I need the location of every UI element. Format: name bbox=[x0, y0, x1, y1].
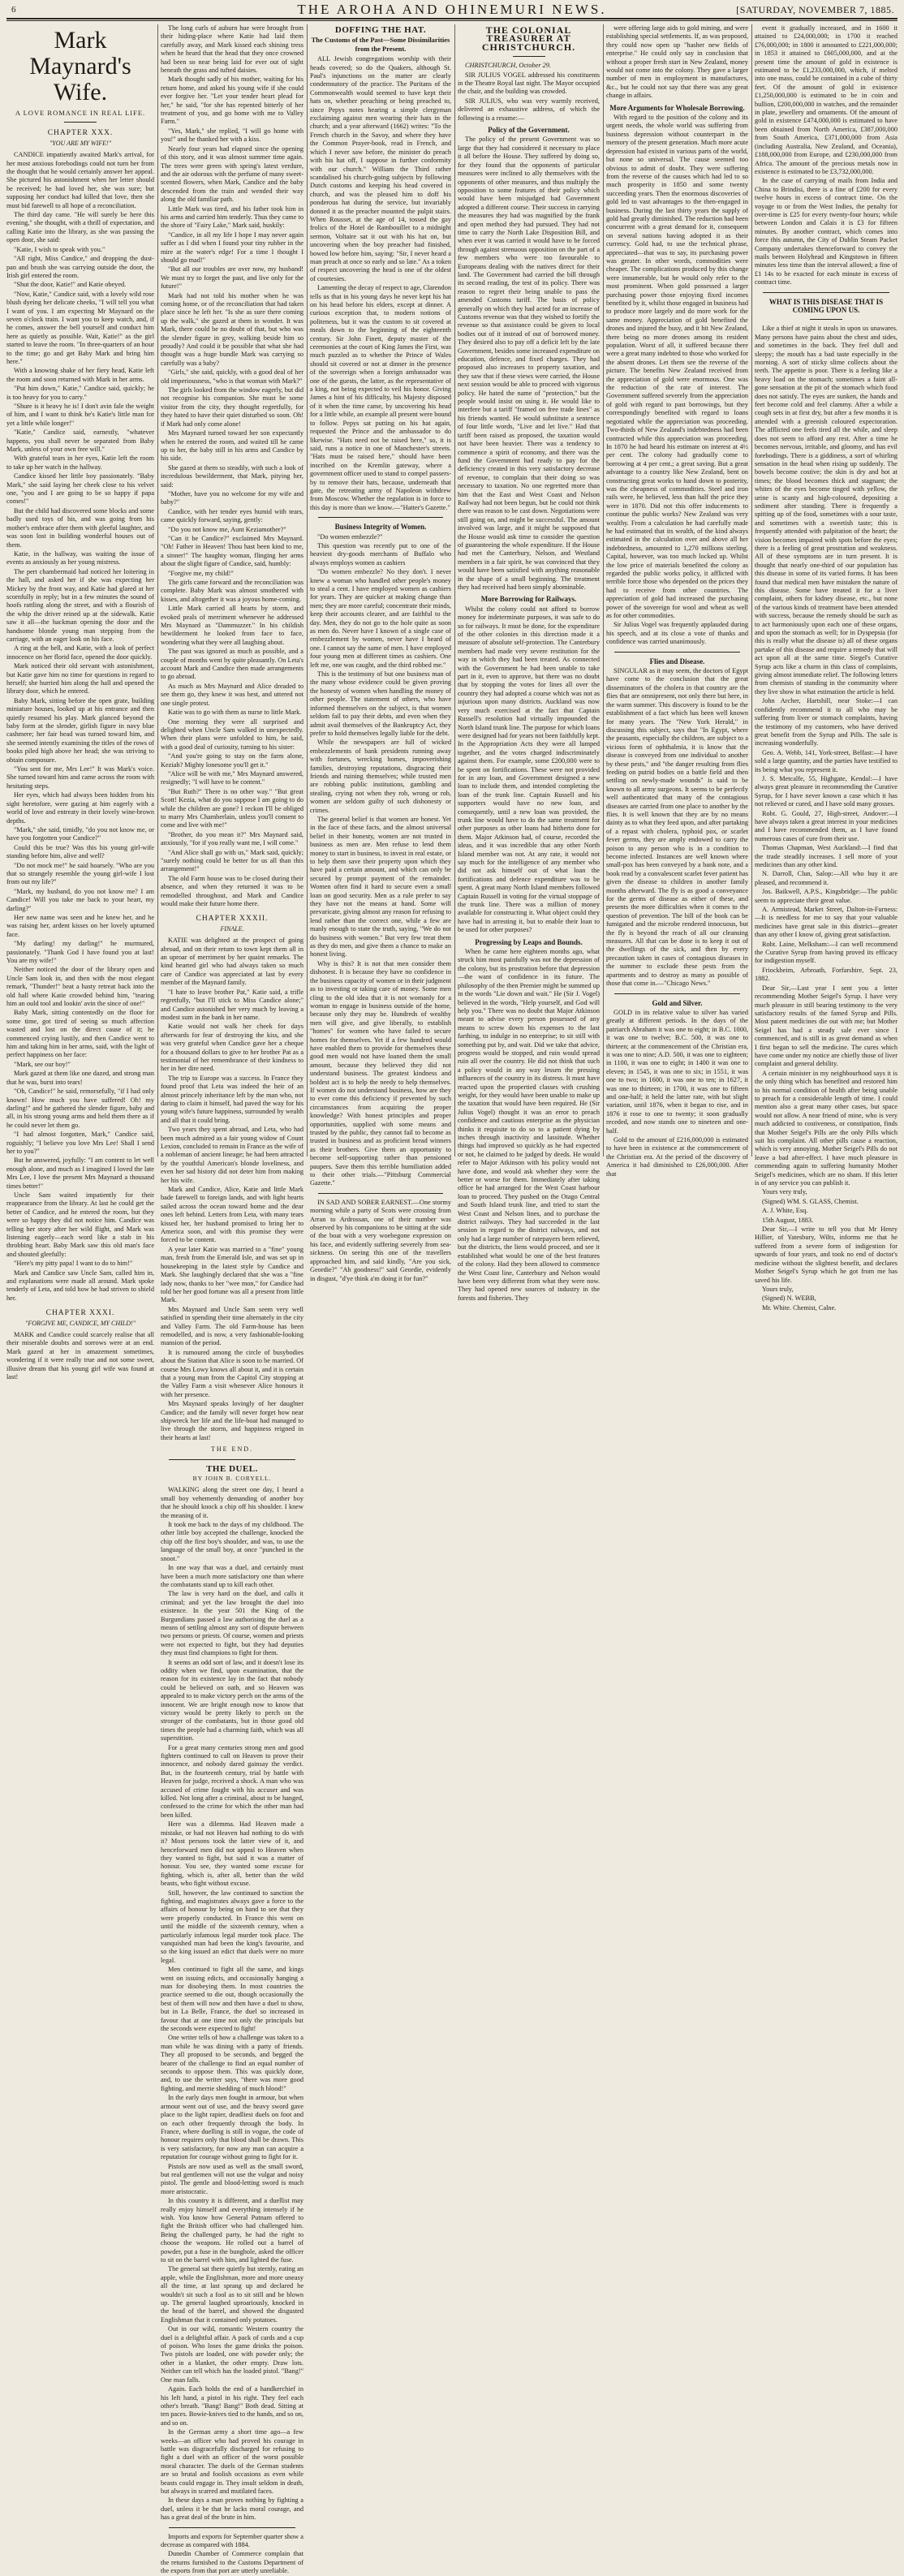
paragraph: "Forgive me, my child!" bbox=[168, 569, 234, 577]
column-2 bbox=[161, 24, 303, 2575]
paragraph: A. J. White, Esq. bbox=[762, 1207, 808, 1215]
paragraph: "Put him down," Katie," Candice said, quickly; he is too heavy for you to carry." bbox=[6, 385, 154, 401]
paragraph: In the German army a short time ago—a few weeks—an officer who had proved his courage in battle was disgracefully discharged for refusing to fight a duel with an officer of the worst possible moral character. The duels of the German students are so brutal and foolish occasions as even while beasts could engage in. They insult seldom in death, but always in scarred and mutilated faces. bbox=[161, 2428, 303, 2495]
paragraph: "Alice will be with me," Mrs Maynard answered, resignedly; "I will have to be content." bbox=[161, 769, 303, 786]
hat-headline: DOFFING THE HAT. bbox=[334, 25, 427, 35]
paragraph: When he came here eighteen months ago, what struck him most painfully was not the depression of the colony, but its prostration before that depression—the want of confidence in its future. The philosophy of the then Premier might be summed up in the words "Lie down and wait." He (Sir J. Vogel) believed in the words, "Help yourself, and God will help you." There was no doubt that Major Atkinson meant to advise every person possessed of any means to screw down his expenses to the last farthing, to indulge in no enterprise; to sit still with something put by, and wait. Did we take that advice, progress would be stopped, and ruin would spread ruin all over the country. He did not think that such a policy would in any way lessen the pressing influences of the country in its distress. It must have reacted upon the propertied classes with crushing weight, for they would have been unable to make up the taxation that would have been required. He (Sir Julius Vogel) thought it was an error to preach confidence and cautious enterprise as the physician thinks it requisite to do so to a patient dying by inches through inactivity and lassitude. Whether things had improved so quickly as he had expected or not, he claimed to be judged by deeds. He would refer to Major Atkinson with his policy would not have done, and would ask whether they were the better or worse for them. Immediately after taking office he had arranged for the West Coast harbour loan to proceed. They pushed on the Otago Central and South Island trunk line, and tried to start the West Coast and Nelson lines, and to purchase the district railways. They had succeeded in the last session in regard to the district railways, and not only had a large number of ratepayers been relieved, but the districts, the liens would proceed, and see it established what would be one of the best features of the colony. Had they been allowed to commence the West Coast line, Canterbury and Nelson would have been very different from what they were now. They had opened new sources of industry in the forests and fisheries. They bbox=[458, 948, 600, 1302]
paragraph: Friockheim, Arbroath, Forfarshire, Sept. 23, 1882. bbox=[755, 966, 898, 983]
treasurer-continued bbox=[606, 24, 748, 101]
chapter-subtitle: FINALE. bbox=[220, 924, 244, 933]
flies-headline: Flies and Disease. bbox=[649, 657, 705, 666]
column-1 bbox=[6, 24, 154, 1381]
paragraph: In this country it is different, and a duellist may really enjoy himself and everything intensely if he wish. You know how General Putnam offered to fight the British officer who had challenged him. Being the challenged party, he had the right to choose the weapons. He rolled out a barrel of powder, put a fuse in the bunghole, asked the officer to sit on the barrel with him, and lighted the fuse. bbox=[161, 2197, 303, 2264]
paragraph: KATIE was delighted at the prospect of going abroad, and on their return to town kept them all in an uproar of merriment by her quaint remarks. The kind hearted girl who had always taken so much care of Candice was appreciated at last by every member of the Maynard family. bbox=[161, 937, 303, 987]
disease-body bbox=[755, 325, 898, 1312]
paragraph: Whilst the colony could not afford to borrow money for indeterminate purposes, it was safe to do so for railways. It must be done, for the expenditure of the other colonies in this direction made it a measure of absolute self-protection. The Canterbury members had made very severe restitution for the way in which they had been treated. As connected with the Government he had been unable to take part in it, even to approve, but there was no doubt that by stopping the votes for lines all over the country they had adopted a course which was not as injurious upon many districts. Auckland was now very much exercised at the fact that Captain Russell's resolution had virtually impounded the North Island trunk line. The purpose for which loans were designed had for years not been faithfully kept. In the Appropriation Acts they were all lumped together, and the votes charged indiscriminately against them. For example, some £200,000 were to be spent on fortifications. These were not provided for in any loan, and Government designed a new loan to include them, and intended completing the loan of the trunk line. Captain Russell and his supporters would have no new loan, and consequently, until a new loan was provided, the trunk line would have to do the same treatment for other purposes as other loans had hitherto done for them. Major Atkinson had, of course, recorded the ideas, and it was incredible that any other North Island member was not. At any rate, it would not say much for the intelligence of any member who did not ask himself out of what loan the fortifications and defence expenditure was to be spent. A great many North Island members followed Captain Russell in voting for the virtual stoppage of the trunk line. There was a million of money available for constructing it. What object could they have had in arresting it, but to enable their loan to be used for other purposes? bbox=[458, 605, 600, 934]
paragraph: "But all our troubles are over now, my husband! We must try to forget the past, and live only for the future!" bbox=[161, 265, 303, 291]
column-3 bbox=[310, 24, 451, 1282]
paragraph: This question was recently put to one of the heaviest dry-goods merchants of Buffalo who always employs women as cashiers bbox=[310, 541, 451, 566]
paragraph: She gazed at them so steadily, with such a look of incredulous bewilderment, that Mark, pitying her, said: bbox=[161, 463, 303, 489]
paragraph: John Archer, Hartshill, near Stoke:—I can confidently recommend it to all who may be suffering from liver or stomach complaints, having the testimony of my customers, who have derived great benefit from the Syrup and Pills. The sale is increasing wonderfully. bbox=[755, 697, 898, 747]
paragraph: (Signed) N. WEBB, bbox=[762, 1294, 816, 1303]
sad-sober-note: IN SAD AND SOBER EARNEST.—One stormy morning while a party of Scots were crossing from Arran to Ardrossan, one of their number was observed by his companions to be sitting at the side of the boat with a very woebegone expression on his face, and evidently suffering severely from sea-sickness. On seeing this one of the travellers approached him, and said kindly, "Are you sick, Geordie?" "Ah goodness!" said Geordie, evidently in disgust, "d'ye think a'm doing it for fun?" bbox=[310, 1198, 451, 1282]
paragraph: Gold to the amount of £216,000,000 is estimated to have been in existence at the commencement of the Christian era. At the period of the discovery of America it had diminished to £26,000,000. After that bbox=[606, 1136, 748, 1178]
story-body bbox=[6, 151, 154, 1303]
speech-close bbox=[606, 621, 748, 646]
paragraph: The general belief is that women are honest. Yet in the face of these facts, and the almost universal belief in their honesty, women are not trusted in business as men are. Men refuse to lend them money to start in business, to invest in real estate, or to help them save their property upon which they have paid a certain amount, and which can only be secured by prompt payment of the remainder. Women often find it hard to secure even a small loan on good security. Men as a rule prefer to say they have not the means at hand. Some will prevaricate, giving almost any reason for refusing to lend rather than the correct one, while a few are manly enough to state the truth, saying, "We do not do business with women." But very few treat them as they do men, and give them a chance to make an honest living. bbox=[310, 815, 451, 958]
chapter-subtitle: "YOU ARE MY WIFE!" bbox=[49, 139, 112, 147]
paragraph: "Now, Katie," Candice said, with a lovely wild rose blush dyeing her delicate cheeks, "I will tell you what I want of you. I am expecting Mr Maynard on the seven o'clock train. I want you to keep watch, and, if he comes, answer the bell yourself and conduct him here as quietly as possible. Wait, Katie!" as the girl started to leave the room. "In three-quarters of an hour to the time; go and get Baby Mark and bring him here." bbox=[6, 290, 154, 365]
imports-note: Imports and exports for September quarter show a decrease as compared with 1884. bbox=[161, 2532, 303, 2548]
page-number: 6 bbox=[11, 5, 16, 15]
paragraph: Sir Julius Vogel was frequently applauded during his speech, and at its close a vote of thanks and confidence was carried unanimously. bbox=[606, 621, 748, 646]
column-4 bbox=[458, 24, 600, 1302]
paragraph: A certain minister in my neighbourhood says it is the only thing which has benefited and restored him to his normal condition of health after being unable to preach for a considerable length of time. I could mention also a great many other cases, but space would not allow. A near friend of mine, who is very much addicted to costiveness, or constipation, finds that Mother Seigel's Pills are the only Pills which suit his complaint. All other pills cause a reaction, which is very annoying. Mother Seigel's Pills do not leave a bad after-effect. I have much pleasure in commending again to suffering humanity Mother Seigel's medicines, which are no sham. If this letter is of any service you can publish it. bbox=[755, 1069, 898, 1187]
column-divider bbox=[751, 24, 752, 1157]
paragraph: Dear Sir,—I write to tell you that Mr Henry Hillier, of Yatesbury, Wilts, informs me that he suffered from a severe form of indigestion for upwards of four years, and took no end of doctor's medicine without the slightest benefit, and declares Mother Seigel's Syrup which he got from me has saved his life. bbox=[755, 1226, 898, 1284]
paragraph: "I hate to leave brother Pat," Katie said, a trifle regretfully, "but I'll stick to Miss Candice alone;" and Candice astonished her very much by leaving a modest sum in the bank in her name. bbox=[161, 988, 303, 1021]
paragraph: Yours truly, bbox=[762, 1285, 794, 1293]
paragraph: In the early days men fought in armour, but when armour went out of use, and the heavy sword gave place to the light rapier, deadliest duels on foot and on each other frequently through the body. In France, where duelling is still in vogue, the code of honour requires only that blood shall be drawn. This is very satisfactory, for now any man can acquire a reputation for courage without going to fight for it. bbox=[161, 2094, 303, 2161]
paragraph: N. Darroll, Clun, Salop:—All who buy it are pleased, and recommend it. bbox=[755, 870, 898, 886]
borrowing-body bbox=[606, 114, 748, 620]
paragraph: The policy of the present Government was so large that they had considered it necessary to place it all before the House. They suffered by doing so, for they found that the opponents of particular measures were inclined to ally themselves with the opponents of other measures, and thus multiply the opposition to some features of their policy which would have been misjudged had Government adopted a different course. Their success in carrying the measures they had was magnified by the frank and open method they had pursued. They had not time to carry the North Lake Disposition Bill, and when ever it was carried it would have to be forced through against strenuous opposition on the part of a few members who were too favourable to Europeans dealing with the natives direct for their land. The Government had carried the bill through its second reading, the test of its policy. There was reason to regret their being unable to pass the amended Customs tariff. The basis of policy generally on which they had acted for an increase of Customs revenue was that they wished to fortify the revenue so that assistance could be given to local bodies out of it instead of out of borrowed money. They desired also to pay off a deficit left by the late Government, besides some increased expenditure on education, defence, and fixed charges. They had proposed also increases to property taxation, and they saw that if these views were carried, the House next session would be able to proceed with vigorous policy. He hated the name of "protection," but the people would insist on using it. He would like to interfere but a tariff "framed on free trade lines" as his friends wanted. He would substitute a sentence of four little words, "Live and let live." Had that tariff been raised as proposed, the taxation would not have been heavier. There was a tendency to commence a spirit of economy, and there was the fund the Government had ready to pay for the deficiency created in this very satisfactory decrease of revenue, to complain that their doing so was necessary to taxation. No one regretted more than him that the East and West Coast and Nelson Railway had not been begun, but he could not think there was reason to be cast down. Negotiations were still going on, and might be successful. The amount involved was large, and it might be supposed that the House would ask time to consider the question of guaranteeing the whole expenditure. If the House had met the Canterbury, Nelson, and Westland members in a fair spirit, he was convinced that they would have been satisfied with anything reasonable in the shape of a small beginning. The treatment they had received had been simply abominable. bbox=[458, 136, 600, 591]
paragraph: It is rumoured among the circle of busybodies about the Station that Alice is soon to be married. Of course Mrs Lowy knows all about it, and it is certain that a young man from the Capitol City stopping at the Valley Farm a visit whenever Alice honours it with her presence. bbox=[161, 1348, 303, 1398]
newspaper-title: THE AROHA AND OHINEMURI NEWS. bbox=[297, 2, 607, 17]
paragraph: For a great many centuries strong men and good fighters continued to call on Heaven to prove their innocence, and nobody dared gainsay the verdict. But, in the fourteenth century, trial by battle with Heaven for judge, received a shock. A man who was accused of crime fought with his accuser and was killed. Not long after a criminal, about to be hanged, confessed to the crime for which the other man had been killed. bbox=[161, 1743, 303, 1819]
paragraph: The old Farm house was to be closed during their absence, and when they returned it was to be remodelled throughout, and Mark and Candice would make their future home there. bbox=[161, 874, 303, 908]
dunedin-note: Dunedin Chamber of Commerce complain that the returns furnished to the Customs Department of the exports from that port are utterly unreliable. bbox=[161, 2550, 303, 2575]
paragraph: The trip to Europe was a success. In France they found proof that Leta was indeed the heir of an almost princely inheritance left by the man who, not daring to claim it himself, had paved the way for his young wife's future happiness, surrounded by wealth and all that it could bring. bbox=[161, 1074, 303, 1124]
gold-headline: Gold and Silver. bbox=[652, 998, 703, 1007]
paragraph: "Do women embezzle?" bbox=[317, 532, 383, 541]
paragraph: One morning they were all surprised and delighted when Uncle Sam walked in unexpectedly. When their plans were unfolded to him, he said, with a good deal of curiosity, turning to his sister: bbox=[161, 717, 303, 751]
paragraph: Her new name was seen and he knew her, and he was raising her, ardent kisses on her lovely upturned face. bbox=[6, 913, 154, 938]
treasurer-intro bbox=[458, 71, 600, 123]
paragraph: Neither noticed the door of the library open and Uncle Sam look in, and then with the most elegant remark, "Thunder!" beat a hasty retreat back into the old hall where Katie crowded behind him, "tearing him an ould tool and lookin' avin the since of one!" bbox=[6, 966, 154, 1008]
paragraph: WALKING along the street one day, I heard a small boy vehemently demanding of another boy that he should knock a chip off his shoulder. I knew the meaning of it. bbox=[161, 1486, 303, 1519]
paragraph: "I had almost forgotten, Mark," Candice said, roguishly; "I believe you love Mrs Lee! Shall I send her to you?" bbox=[6, 1131, 154, 1155]
paragraph: "You sent for me, Mrs Lee!" It was Mark's voice. She turned toward him and came across the room with hesitating steps. bbox=[6, 765, 154, 790]
paragraph: Little Mark carried all hearts by storm, and evoked peals of merriment whenever he addressed Mrs Maynard as "Dammuzzer." In his childish bewilderment he looked from face to face, wondering what they were all laughing about. bbox=[161, 605, 303, 646]
paragraph: Candice kissed her little boy passionately. "Baby Mark," she said laying her cheek close to his velvet one, "you and I are going to be so happy if papa comes!" bbox=[6, 472, 154, 506]
paragraph: "And Alice shall go with us," Mark said, quickly; "surely nothing could be better for us all than this arrangement!" bbox=[161, 848, 303, 873]
paragraph: Mark and Candice, Alice, Katie and little Mark bade farewell to foreign lands, and with light hearts sailed across the ocean toward home and the dear ones left behind. Letters from Leta, with many tears kissed her, her husband promised to bring her to America soon, and with this promise they were forced to be content. bbox=[161, 1186, 303, 1244]
paragraph: Candice, with her tender eyes humid with tears, came quickly forward, saying, gently: bbox=[161, 507, 303, 524]
paragraph: Mark thought sadly of his mother, waiting for his return home, and asked his young wife if she could ever forgive her. "Let your tender heart plead for her," he said, "for she has repented bitterly of her treatment of you, and go home with me to Valley Farm." bbox=[161, 75, 303, 126]
chapter-subtitle: "FORGIVE ME, CANDICE, MY CHILD!" bbox=[24, 1319, 136, 1327]
paragraph: "Do you not know me, Aunt Keziamother?" bbox=[168, 525, 286, 533]
paragraph: Dear Sir,—Last year I sent you a letter recommending Mother Seigel's Syrup. I have very much pleasure in still bearing testimony to the very satisfactory results of the famed Syrup and Pills. Most patent medicines die out with me; but Mother Seigel has had a steady sale ever since I commenced, and is still in as great demand as when I first began to sell the medicine. The cures which have come under my notice are chiefly those of liver complaint and general debility. bbox=[755, 984, 898, 1068]
paragraph: Nearly four years had elapsed since the opening of this story, and it was almost summer time again. The trees were green with spring's latest verdure, and the air odorous with the perfume of many sweet-scented flowers, when Mark, Candice and the baby descended from the train and wended their way along the old familiar path. bbox=[161, 144, 303, 204]
paragraph: Robt. Laine, Melksham:—I can well recommend the Curative Syrup from having proved its efficacy for indigestion myself. bbox=[755, 940, 898, 965]
paragraph: Mr. White. Chemist, Calne. bbox=[762, 1303, 837, 1312]
paragraph: A. Armistead, Market Street, Dalton-in-Furness:—It is needless for me to say that your valuable medicines have great sale in this district—greater than any other I know of, giving great satisfaction. bbox=[755, 906, 898, 939]
paragraph: Mrs Maynard and Uncle Sam seem very well satisfied in spending their time alternately in the city and Valley Farm. The old Farm-house has been remodelled, and is now, a very fashionable-looking mansion of the period. bbox=[161, 1305, 303, 1347]
paragraph: Robt. G. Gould, 27, High-street, Andover:—I have always taken a great interest in your medicines and I have recommended them, as I have found numerous cases of cure from their use. bbox=[755, 809, 898, 842]
column-divider bbox=[454, 24, 455, 1157]
policy-body bbox=[458, 136, 600, 592]
paragraph: With a knowing shake of her fiery head, Katie left the room and soon returned with Mark in her arms. bbox=[6, 367, 154, 383]
paragraph: "Can it be Candice?" exclaimed Mrs Maynard. "Oh! Father in Heaven! Thou hast been kind to me, a sinner!" The haughty woman, flinging her arms about the slight figure of Candice, said, humbly: bbox=[161, 534, 303, 568]
chapter-heading: CHAPTER XXXII. bbox=[196, 915, 269, 924]
gold-body bbox=[606, 1009, 748, 1178]
paragraph: The third day came. "He will surely be here this evening," she thought, with a thrill of expectation, and calling Katie into the library, as she was passing the open door, she said: bbox=[6, 211, 154, 244]
chapter-heading: CHAPTER XXX. bbox=[47, 129, 114, 138]
paragraph: "Mother, have you no welcome for my wife and baby?" bbox=[161, 489, 303, 506]
paragraph: But the child had discovered some blocks and some badly used toys of his, and was going from his mother's embrace after them with gleeful laughter, and was soon lost in building wonderful houses out of them. bbox=[6, 506, 154, 549]
hat-body bbox=[310, 55, 451, 512]
paragraph: Katie would not walk her cheek for days afterwards for fear of destroying the kiss, and she was very grateful when Candice gave her a cheque for a thousand dollars to give to her brother Pat as a testimonial of her remembrance of their kindness to her in her dire need. bbox=[161, 1023, 303, 1073]
paragraph: "Shure is it heavy he is! I don't avin fale the weight of him, and I want to think he's Katie's little man for yet a little while longer!" bbox=[6, 403, 154, 427]
paragraph: As much as Mrs Maynard and Alice dreaded to see them go, they knew it was best, and uttered not one single protest. bbox=[161, 682, 303, 707]
paragraph: Mark had not told his mother when he was coming home, or of the reconciliation that had taken place since he left her. "Is she as sure there coming up the walk," she gazed at them in wonder. It was Mark, there could be no doubt of that, but who was the slender figure in grey, walking beside him so proudly? And could it be possible that what she had thought was a huge bundle Mark was carrying so carefully was a baby? bbox=[161, 291, 303, 367]
paragraph: 15th August, 1883. bbox=[762, 1216, 814, 1224]
paragraph: MARK and Candice could scarcely realise that all their miserable doubts and sorrows were at an end. Mark gazed at her in amazement sometimes, wondering if it were really true and not some sweet, illusive dream that his young girl wife was found at last! bbox=[6, 1331, 154, 1381]
paragraph: The pert chambermaid had noticed her loitering in the hall, and asked her if she was expecting her Mickey by the front way, and Katie had glared at her scornfully in reply; but in a few minutes the sound of hoofs rattling along the street, and with a flourish of the whip the driver reined up at the sidewalk. Katie saw it all—the hackman opening the door and the handsome blonde young man stepping from the carriage, with an eager look on his face. bbox=[6, 567, 154, 643]
dateline: CHRISTCHURCH, October 29. bbox=[465, 62, 552, 70]
treasurer-headline: THE COLONIAL TREASURER AT CHRISTCHURCH. bbox=[481, 24, 576, 53]
story-title: Mark Maynard's Wife. bbox=[29, 27, 131, 106]
paragraph: The past was ignored as much as possible, and a couple of months went by quite pleasantly. On Leta's account Mark and Candice then made arrangements to go abroad. bbox=[161, 648, 303, 681]
paragraph: In these days a man proves nothing by fighting a duel, unless it be that he lacks moral courage, and has a great deal of the brute in him. bbox=[161, 2496, 303, 2522]
column-divider bbox=[307, 24, 308, 1157]
paragraph: "Candice, in all my life I hope I may never again suffer as I did when I found your tiny rubber in the mire at the water's edge! For a time I thought I should go mad!" bbox=[161, 230, 303, 264]
paragraph: Baby Mark, sitting contentedly on the floor for some time, got tired of seeing so much affection wasted and lost on the direct cause of it; he commenced crying lustily, and then Candice went to him and taking him in her arms, said, with the light of perfect happiness on her face: bbox=[6, 1009, 154, 1059]
paragraph: The general sat there quietly but sternly, eating an apple, while the Englishman, more and more uneasy all the time, at last sprang up and declared he wouldn't sit such a fool as to sit still and be blown up. The general laughed uproariously, knocked in the head of the barrel, and showed the disgusted Englishman that it contained only potatoes. bbox=[161, 2265, 303, 2324]
paragraph: Katie was to go with them as nurse to little Mark. bbox=[168, 709, 302, 717]
duel-headline: THE DUEL. bbox=[206, 1463, 258, 1474]
paragraph: Her eyes, which had always been hidden from his sight heretofore, were gazing at him eagerly with a world of love and entreaty in their lovely wine-brown depths. bbox=[6, 791, 154, 825]
paragraph: "Mark, see our boy!" bbox=[14, 1060, 71, 1068]
borrowing-subhead: More Arguments for Wholesale Borrowing. bbox=[609, 103, 745, 112]
paragraph: Uncle Sam waited impatiently for their reappearance from the library. At last he could get the better of Candice, and he entered the room, but they were so happy they did not notice him. Candice was telling her story after her wild flight, and Mark was listening eagerly—each word like a stab in his throbbing heart. Baby Mark saw this old man's face and shouted gleefully: bbox=[6, 1191, 154, 1258]
paragraph: It seems an odd sort of law, and it doesn't lose its oddity when we find, upon examination, that the reason for its existence lay in the fact that nobody could be believed on oath, and so Heaven was appealed to to make victory perch on the arms of the innocent. We are bright enough now to know that victory would be pretty likely to perch on the stronger of the combatants, but in those good old times the people had a charming faith, which was all superstition. bbox=[161, 1658, 303, 1742]
the-end-label: THE END. bbox=[211, 1445, 253, 1454]
paragraph: "Shut the door, Katie!" and Katie obeyed. bbox=[14, 281, 127, 289]
paragraph: "Yes, Mark," she replied, "I will go home with you!" and he thanked her with a kiss. bbox=[161, 127, 303, 144]
paragraph: Here was a dilemma. Had Heaven made a mistake, or had not Heaven had nothing to do with it? Most persons took the latter view of it, and henceforward men did not appeal to Heaven when they wanted to fight, but said it was a matter of honour. You see, they wanted some excuse for fighting, which is, after all, better than the wild beasts, who fight without excuse. bbox=[161, 1820, 303, 1888]
paragraph: "Mark, my husband, do you not know me? I am Candice! Will you take me back to your heart, my darling?" bbox=[6, 887, 154, 912]
paragraph: Baby Mark, sitting before the open grate, building miniature houses, looked up at his entrance and then quietly resumed his play. Mark glanced beyond the baby form at the slender, girlish figure in navy blue cashmere; her fair head was turned toward him, and she seemed intently examining the titles of the rows of books piled high above her head; she was striving to obtain composure. bbox=[6, 696, 154, 764]
story-body bbox=[161, 24, 303, 908]
paragraph: Mark noticed their old servant with astonishment, but Katie gave him no time for questions in regard to herself; she hurried him along the hall and opened the library door, which he entered. bbox=[6, 662, 154, 696]
paragraph: "And you're going to stay on the farm alone, Keziah? Mighty lonesome you'll get it." bbox=[161, 752, 303, 769]
paragraph: Could this be true? Was this his young girl-wife standing before him, alive and well? bbox=[6, 843, 154, 860]
paragraph: GOLD in its relative value to silver has varied greatly at different periods. In the days of the patriarch Abraham it was one to eight; in B.C. 1000, it was one to twelve; B.C. 500, it was one to thirteen; at the commencement of the Christian era, it was one to nine; A.D. 500, it was one to eighteen; in 1100, it was one to eight; in 1400 it was one to eleven; in 1545, it was one to six; in 1551, it was one to two; in 1600, it was one to ten; in 1627, it was one to thirteen; in 1700, it was one to fifteen and one-half; it held the latter rate, with but slight variation, until 1876, when it began to rise, and in 1876 it rose to one to twenty; it soon gradually receded, and now stands one to nineteen and one-half. bbox=[606, 1008, 748, 1135]
masthead bbox=[0, 0, 904, 18]
paragraph: "Do not mock me!" he said hoarsely. "Who are you that so strangely resemble the young girl-wife I lost from out my life?" bbox=[6, 861, 154, 886]
paragraph: In one way that was a duel, and certainly must have been a much more satisfactory one than where the combatants stand up to kill each other. bbox=[161, 1564, 303, 1588]
paragraph: Mark gazed at them like one dazed, and strong man that he was, burst into tears! bbox=[6, 1070, 154, 1086]
paragraph: With regard to the position of the colony and its urgent needs, the whole world was suffering from business depression without counterpart in the memory of the present generation. Much more acute depression had existed in various parts of the world, but none so universal. The cause seemed too obvious to admit of doubt. They were suffering from the reverse of the causes which had led to so much prosperity in 1850 and some twenty succeeding years. Then the enormous discoveries of gold led to vast advantages to the then-engaged in business. During the last thirty years the supply of gold had greatly diminished. The reduction had been concurrent with a great demand for it, consequent on several nations having adopted it as their currency. Gold had, to use the technical phrase, appreciated—that was to say, its purchasing power was greater. In other words, commodities were cheaper. The complications produced by this change were innumerable, but he would only refer to the most prominent. When gold possessed a larger purchasing power those enjoying fixed incomes benefited by it, whilst those engaged in business had to produce more largely and do more work for the same money. Appreciation of gold benefited the drones and injured the busy, and it hit New Zealand, there being no more drones among its resident population. Worst of all, it suffered because there were a great many indebted to those who worked for the absent drones. Let them see the reverse of the picture. The benefits New Zealand received from the appreciation of gold were enormous. One was the reduction of the rate of interest. The Government suffered severely from the appreciation of gold with regard to past borrowings, but they correspondingly benefited with regard to loans negotiated while the appreciation was proceeding. Two-thirds of New Zealand's indebtedness had been contracted while this appreciation was proceeding. In 1870 he had heard his estimate on interest at 4½ per cent. The colony had gradually come to borrowing at 4 per cent.; a great saving. But a great advantage to a country like New Zealand, bent on constructing great works to hand down to posterity, was the cheapness of commodities. Steel and iron rails were, he believed, less than half the price they were in 1870. Did not this offer inducements to continue the public works? New Zealand was very wealthy. From a calculation he had carefully made he had estimated that its wealth, of the kind always estimated in the calculation over and above all her indebtedness, amounted to 1,270 millions sterling. Capital, however, was too much locked up. Whilst the low price of materials benefited the colony as regarded the public works policy, it afflicted with terrible force those who depended on the prices they had to receive from other countries. The appreciation of gold had increased the purchasing power of the sovereign for wool and wheat as well as for other commodities. bbox=[606, 114, 748, 620]
paragraph: (Signed) WM. S. GLASS, Chemist. bbox=[762, 1197, 859, 1205]
paragraph: SIR JULIUS, who was very warmly received, delivered an exhaustive address, of which the following is a resume:— bbox=[458, 97, 600, 122]
paragraph: Jos. Baikwell, A.P.S., Kingsbridge:—The public seem to appreciate their great value. bbox=[755, 888, 898, 904]
story-subtitle: A LOVE ROMANCE IN REAL LIFE. bbox=[15, 109, 146, 117]
column-divider bbox=[603, 24, 604, 1157]
paragraph: While the newspapers are full of wicked embezzlements of bank presidents running away with fortunes, wrecking homes, impoverishing families, destroying reputations, disgracing their friends and ruining themselves; while trusted men are robbing public institutions, gambling and stealing, crying not when they rob, wrong or rob, women are seldom guilty of such dishonesty or crimes. bbox=[310, 739, 451, 814]
railways-body bbox=[458, 605, 600, 935]
paragraph: Lamenting the decay of respect to age, Clarendon tells us that in his young days he never kept his hat on his head before his elders, except at dinner. A curious exception that, to modern notions of politeness, but it was the custom to sit covered at meals down to the beginning of the eighteenth century. Sir John Finett, deputy master of the ceremonies at the court of King James the First, was much puzzled as to whether the Prince of Wales should sit covered or not at dinner in the presence of the sovereign when a foreign ambassador was one of the guests, the latter, as the representative of a king, not being expected to veil his honor. Giving James a hint of his difficulty, his Majesty disposed of it when the time came, by uncovering his head for a little while, an example all present were bound to follow. Pepys sat putting on his hat again, requested the Prince and the ambassador to do likewise. "Hats need not be raised here," so, it is said, runs a notice in one of Manchester's streets. "Hats must be raised here," should have been inscribed on the Kremlin gateway, where a government officer used to stand to compel passers-by to remove their hats, because, underneath that gate, the retreating army of Napoleon withdrew from Moscow. Whether the regulation is in force to this day is more than we know.—"Hatter's Gazette." bbox=[310, 284, 451, 511]
progress-subhead: Progressing by Leaps and Bounds. bbox=[475, 937, 583, 946]
paragraph: SINGULAR as it may seem, the doctors of Egypt have come to the conclusion that the great disseminators of the cholera in that country are the flies that are omnipresent, not only there but here, in the warm summer. This discovery is found to be the establishment of a fact which has been well known for many years. The "New York Herald," in discussing this subject, says that "In Egypt, where the peasants, especially the children, are subject to a vicious form of ophthalmia, it is know that the disease is conveyed from one individual to another by these pests," and "the danger resulting from flies feeding on putrid bodies on a battle field and then settling on newly-made wounds" is said to be known to all army surgeons. It seems to be perfectly well authenticated that many of the contagious diseases are carried from one place to another by the flies. It is well known that they are by no means dainty as to what they feed upon, and after partaking of a repast with cholera, typhoid pox, or scarlet fever germs, they are amply endowed to carry the poison to any person who is in a condition to become infected. Instances are well known where small-pox has been conveyed by a bank note, and a book read by a convalescent scarlet fever patient has given the disease to children in another family months afterward. The fly is as good a conveyance for the germs of disease as either of these, and presents the more difficulties when it comes to the question of prevention. The bill of the book can be fumigated and the microbe rendered innocuous, but the fly is beyond the reach of all our cleansing measures. All that can be done is to keep it out of the dwellings of the sick, and then by every precaution taken in cases of contagious diseases in the summer to exclude these pests from the apartments and to destroy as many as possible of those that come in.—"Chicago News." bbox=[606, 667, 748, 988]
duel-byline: BY JOHN B. CORYELL. bbox=[192, 1475, 272, 1483]
integrity-body bbox=[310, 533, 451, 1188]
paragraph: Katie, in the hallway, was waiting the issue of events as anxiously as her young mistress. bbox=[6, 549, 154, 566]
paragraph: were offering large aids to gold mining, and were establishing special settlements. If, as was proposed, they could now open up "hasher new fields of enterprise." He could only say in conclusion that without a proper fresh start in New Zealand, money would not come into the colony. They gave a larger number of men in employment in manufactures, &c., but he could not say that there was any great change in affairs. bbox=[606, 24, 748, 100]
paragraph: One writer tells of how a challenge was taken to a man while he was dining with a party of friends. They all proposed to be seconds, and begged the bearer of the challenge to find an equal number of seconds to oppose them. This was quickly done, and, to use the writer says, "there was more good fighting, and merrie shedding of much blood!" bbox=[161, 2034, 303, 2092]
paragraph: "Girls," she said, quickly, with a good deal of her old imperiousness, "who is that woman with Mark?" bbox=[161, 368, 303, 385]
progress-body bbox=[458, 948, 600, 1303]
paragraph: The law is very hard on the duel, and calls it criminal; and yet the law brought the duel into existence. In the year 501 the King of the Burgundians passed a law authorising the duel as a means of settling almost any sort of dispute between two persons or priests. Of course, women and priests were not expected to fight, but they had deputies they must find champions to fight for them. bbox=[161, 1590, 303, 1657]
paragraph: Yours very truly, bbox=[762, 1188, 807, 1196]
paragraph: Men continued to fight all the same, and kings went on issuing edicts, and occasionally hanging a man for disobeying them. In most countries the practice seemed to die out, though occasionally the best of them will now and then have a duel to show, but in La Belle, France, the duel so increased in favour that at one time not only the principals but the seconds were expected to fight! bbox=[161, 1966, 303, 2033]
integrity-headline: Business Integrity of Women. bbox=[334, 523, 427, 532]
paragraph: Mrs Maynard turned toward her son expectantly when he entered the room, and waited till he came up to her, the baby still in his arms and Candice by his side. bbox=[161, 429, 303, 463]
paragraph: With grateful tears in her eyes, Katie left the room to take up her watch in the hallway. bbox=[6, 454, 154, 471]
gold-continued bbox=[755, 24, 898, 176]
paragraph: Little Mark was tired, and his father took him in his arms and carried him tenderly. Thus they came to the shore of "Fairy Lake," Mark said, huskily: bbox=[161, 205, 303, 230]
paragraph: The girls came forward and the reconciliation was complete. Baby Mark was almost smothered with kisses, and altogether it was a joyous home-coming. bbox=[161, 579, 303, 603]
paragraph: SIR JULIUS VOGEL addressed his constituents in the Theatre Royal last night. The Mayor occupied the chair, and the building was crowded. bbox=[458, 71, 600, 96]
paragraph: "Katie," Candice said, earnestly, "whatever happens, you shall never be separated from Baby Mark, unless of your own free will." bbox=[6, 429, 154, 454]
paragraph: event it gradually increased, and in 1600 it attained to £24,000,000; in 1700 it reached £76,000,000; in 1800 it amounted to £221,000,000; in 1853 it attained to £605,000,000, and at the present time the amount of gold in existence is estimated to be £1,233,000,000, which, if melted into one mass, could be contained in a cube of thirty feet. Of the amount of gold in existence £1,250,000,000 is estimated to be in coin and bullion, £200,000,000 in watches, and the remainder in plate, jewellery and ornaments. Of the amount of gold in existence £474,000,000 is estimated to have been obtained from North America, £387,000,000 from South America, £371,000,000 from Asia (including Australia, New Zealand, and Oceania), £188,000,000 from Europe, and £230,000,000 from Africa. The amount of the precious metals now in existence is estimated to be £3,732,000,000. bbox=[755, 24, 898, 175]
paragraph: Mark and Candice saw Uncle Sam, called him in, and explanations were made all around. Mark spoke tenderly of Leta, and told how he had striven to shield her. bbox=[6, 1269, 154, 1302]
paragraph: In the case of carrying of mails from India and China to Brindisi, there is a fine of £200 for every twelve hours in excess of contract time. On the voyage to or from the West Indies, the penalty for over-time is £25 for every twenty-four hours; while between London and Calais it is £3 for fifteen minutes. By another contract, which comes into force this autumn, the City of Dublin Steam Packet Company undertakes thenceforward to convey the mails between Holyhead and Kingstown in fifteen minutes less time than the interval allowed; a fine of £1 14s to be exacted for each minute in excess of contract time. bbox=[755, 177, 898, 286]
paragraph: "Mark," she said, timidly, "do you not know me, or have you forgotten your Candice?" bbox=[6, 825, 154, 842]
paragraph: Out in our wild, romantic Western country the duel is a delightful affair. A pack of cards and a cup of poison. Who loses the game drinks the poison. Two pistols are loaded, one with powder only; the other in a blanket, the other empty. Draw lots. Neither can tell which has the loaded pistol. "Bang!" One man falls. bbox=[161, 2325, 303, 2384]
paragraph: A ring at the bell, and Katie, with a look of perfect innocence on her florid face, opened the door quickly. bbox=[6, 644, 154, 661]
paragraph: "Brother, do you mean it?" Mrs Maynard said, anxiously, "for if you really want me, I will come." bbox=[161, 830, 303, 847]
paragraph: It took me back to the days of my childhood. The other little boy accepted the challenge, knocked the chip off the first boy's shoulder, and was, to use the language of the small boy, at once "punched in the snoot." bbox=[161, 1521, 303, 1562]
masthead-rule-thin bbox=[6, 20, 898, 21]
paragraph: "Oh, Candice!" he said, remorsefully, "if I had only known! How much you have suffered! Oh! my darling!" and he gathered the slender figure, baby and all, in his strong young arms and held them there as if he could never let them go. bbox=[6, 1088, 154, 1129]
column-6 bbox=[755, 24, 898, 1312]
paragraph: This is the testimony of but one business man of the many whose evidence could be given proving the honesty of women when handling the money of other people. The statement of others, who have informed themselves on the subject, is that women seldom fail to pay their debts, and even when they admit avail themselves of the Bankruptcy Act, they prefer to hold themselves legally liable for the debt. bbox=[310, 670, 451, 737]
column-divider bbox=[157, 24, 158, 1157]
paragraph: Like a thief at night it steals in upon us unawares. Many persons have pains about the chest and sides, and sometimes in the back. They feel dull and sleepy; the mouth has a bad taste especially in the morning. A sort of sticky slime collects about the teeth. The appetite is poor. There is a feeling like a heavy load on the stomach; sometimes a faint all-gone sensation at the pit of the stomach which food does not satisfy. The eyes are sunken, the hands and feet become cold and feel clammy. After a while a cough sets in at first dry, but after a few months it is attended with a greenish coloured expectoration. The afflicted one feels tired all the while, and sleep does not seem to afford any rest. After a time he becomes nervous, irritable, and gloomy, and has evil forebodings. There is a giddiness, a sort of whirling sensation in the head when rising up suddenly. The bowels become costive; the skin is dry and hot at times; the blood becomes thick and stagnant; the whites of the eyes become tinged with yellow, the urine is scanty and high-coloured, depositing a sediment after standing. There is frequently a spitting up of the food, sometimes with a sour taste, and sometimes with a sweetish taste; this is frequently attended with palpitation of the heart; the vision becomes impaired with spots before the eyes; there is a feeling of great prostration and weakness. All of these symptoms are in turn present. It is thought that nearly one-third of our population has this disease in some of its varied forms. It has been found that medical men have mistaken the nature of this disease. Some have treated it for a liver complaint, others for kidney disease, etc., but none of the various kinds of treatment have been attended with success, because the remedy should be such as to act harmoniously upon each one of these organs, and upon the stomach as well; for in Dyspepsia (for this is really what the disease is) all of these organs partake of this disease and require a remedy that will act upon all at the same time. Siegel's Curative Syrup acts like a charm in this class of complaints, giving almost immediate relief. The following letters from chemists of standing in the community where they live show in what estimation the article is held. bbox=[755, 325, 898, 696]
paragraph: Geo. A. Webb, 141, York-street, Belfast:—I have sold a large quantity, and the parties have testified to its being what you represent it. bbox=[755, 748, 898, 773]
paragraph: Still, however, the law continued to sanction the fighting, and magistrates always gave a force to the affairs of honour by being on hand to see that they were properly conducted. In France this went on until the middle of the sixteenth century, when a particularly infamous legal murder took place. The vanquished man had been the king's favourite, and so the king issued an edict that duels were no more legal. bbox=[161, 1889, 303, 1964]
paragraph: CANDICE impatiently awaited Mark's arrival, for her most anxious forebodings could not turn her from the thought that he would certainly answer her appeal. She pictured his astonishment when her letter should be received; he had loved her, she was sure; but supposing her conduct had killed that love, then she must bid farewell to all hope of a reconciliation. bbox=[6, 151, 154, 209]
paragraph: Thomas Chapman, West Auckland:—I find that the trade steadily increases. I sell more of your medicines than any other kind. bbox=[755, 844, 898, 868]
paragraph: "Do women embezzle? No they don't. I never knew a woman who handled other people's money to steal a cent. I have employed women as cashiers for years. They are quicker at making change than men; they are more careful; concentrate their minds, keep their accounts clearer, and are faithful to the day. Men, they do not go to the hole quite as soon as men do. Never have I known of a single case of embezzlement by women, never have I heard of one. I cannot say the same of men. I have employed four young men at different times as cashiers. One left me, one was caught, and the third robbed me." bbox=[310, 568, 451, 669]
flies-body bbox=[606, 667, 748, 988]
chapter-heading: CHAPTER XXXI. bbox=[45, 1309, 115, 1318]
paragraph: Two years they spent abroad, and Leta, who had been much admired as a fair young widow of Count Lexion, concluded to remain in France as the wife of a nobleman of ancient lineage; he had been attracted by the youthful American's blonde loveliness, and even her sad history did not deter him from making her his wife. bbox=[161, 1126, 303, 1184]
paragraph: The long curls of auburn hue were brought from their hiding-place where Katie had laid them carefully away, and Mark kissed each shining tress when he heard that the head that they once crowned had been so near being laid for ever out of sight beneath the grass and tufted daisies. bbox=[161, 24, 303, 75]
story-body bbox=[6, 1331, 154, 1381]
paragraph: Mrs Maynard speaks lovingly of her daughter Candice; and the family will never forget how near shipwreck her life and the life-boat had managed to live through the storm, and happiness reigned in their hearts at last! bbox=[161, 1400, 303, 1441]
column-5 bbox=[606, 24, 748, 1178]
policy-subhead: Policy of the Government. bbox=[488, 126, 570, 135]
duel-body bbox=[161, 1486, 303, 2522]
paragraph: "But Ruth?" There is no other way." "But great Scott! Kezia, what do you suppose I am going to do while the children are gone? I reckon I'll be obliged to marry Mrs Chamberlain, unless you'll consent to come and live with me!" bbox=[161, 787, 303, 829]
masthead-rule bbox=[6, 18, 898, 19]
paragraph: "Katie, I wish to speak with you." bbox=[14, 245, 105, 253]
paragraph: Pistols are now used as well as the small sword, but real gentlemen will not use the vulgar and noisy pistol. The gentle and blood-letting sword is much more aristocratic. bbox=[161, 2162, 303, 2195]
paragraph: A year later Katie was married to a "fine" young man, fresh from the Emerald Isle, and was set up in housekeeping in the latest style by Candice and Mark. She laughingly declared that she was a "fine lady now, thanks to her "wee mon," for Candice had told her her good fortune was all a present from little Mark. bbox=[161, 1245, 303, 1304]
mail-contracts-body bbox=[755, 177, 898, 286]
hat-deck: The Customs of the Past—Some Dissimilarities from the Present. bbox=[311, 36, 450, 53]
paragraph: Again. Each holds the end of a handkerchief in his left hand, a pistol in his right. They feel each other's breath. "Bang! Bang!" Both dead. Sitting at ten paces. Bowie-knives tied to the hands, and so on, and so on. bbox=[161, 2385, 303, 2427]
story-body bbox=[161, 937, 303, 1442]
paragraph: J. S. Metcalfe, 55, Highgate, Kendal:—I have always great pleasure in recommending the Curative Syrup, for I have never known a case which it has not relieved or cured, and I have sold many grosses. bbox=[755, 774, 898, 808]
paragraph: "Here's my pitty papa! I want to do to him!" bbox=[14, 1260, 133, 1268]
issue-date: [SATURDAY, NOVEMBER 7, 1885. bbox=[736, 4, 894, 15]
railways-subhead: More Borrowing for Railways. bbox=[480, 595, 577, 604]
paragraph: Why is this? It is not that men consider them dishonest. It is because they have no confidence in the business capacity of women or in their judgment as to investing or taking care of money. Some men cling to the old idea that it is not womanly for a woman to engage in business outside of the home, because only they may be. Hundreds of wealthy men will give, and give liberally, to establish "homes" for women who have failed to secure homes for themselves. Yet if a few hundred would have enabled them to provide for themselves these good men would not have loaned them the small amount, because they believed they did not understand business. The greatest kindness and boldest act is to help the needy to help themselves. If women do not understand business, how are they to ever come this deficiency if prevented by such circumstances from acquiring the proper knowledge? With honest principles and proper opportunities, supplied with some means and trusted by the public, they cannot fail to become as trusted in business and as proficient bread winners as their brothers. Give them an opportunity to become self-supporting rather than pensioned paupers. Save them this terrible humiliation added to their other trials.—"Pittsburg Commercial Gazette." bbox=[310, 959, 451, 1187]
paragraph: ALL Jewish congregations worship with their heads covered; so do the Quakers, although St. Paul's injunctions on the matter are clearly condemnatory of the practice. The Puritans of the Commonwealth would seemed to have kept their hats on, whether preaching or being preached to, since Pepys notes hearing a simple clergyman exclaiming against men wearing their hats in the church; and a year afterward (1662) writes: "To the French church in the Savoy, and where they have the Common Prayer-book, read in French, and which I never saw before, the minister do preach with his hat off, I suppose in further conformity with our church." William the Third rather scandalised his church-going subjects by following Dutch customs and keeping his head covered in church, and was the pleased him to doff his ponderous hat during the service, but invariably donned it as the preacher mounted the pulpit stairs. When Rousset, at the age of 14, tossed the gay frolics of the Hotel de Rambouillet to a midnight sermon, Voltaire sat it out with his hat on, but uncovering when the boy preacher had finished, bowed low before him, saying: "Sir, I never heard a man preach at once so early and so late." As a token of respect uncovering the head is one of the oldest of courtesies. bbox=[310, 55, 451, 282]
paragraph: "All right, Miss Candice," and dropping the dust-pan and brush she was carrying outside the door, the Irish girl entered the room. bbox=[6, 255, 154, 279]
paragraph: The girls looked from the window eagerly, but did not recognise his companion. She must be some visitor from the city, they thought regretfully, for they hated to have their quiet disturbed so soon. Oh! if Mark had only come alone! bbox=[161, 386, 303, 428]
paragraph: But he answered, joyfully: "I am content to let well enough alone, and much as I imagined I loved the late Mrs Lee, I love the present Mrs Maynard a thousand times better!" bbox=[6, 1157, 154, 1190]
disease-headline: WHAT IS THIS DISEASE THAT IS COMING UPON US. bbox=[768, 297, 884, 314]
paragraph: "My darling! my darling!" he murmured, passionately. "Thank God I have found you at last! You are my wife!" bbox=[6, 940, 154, 964]
